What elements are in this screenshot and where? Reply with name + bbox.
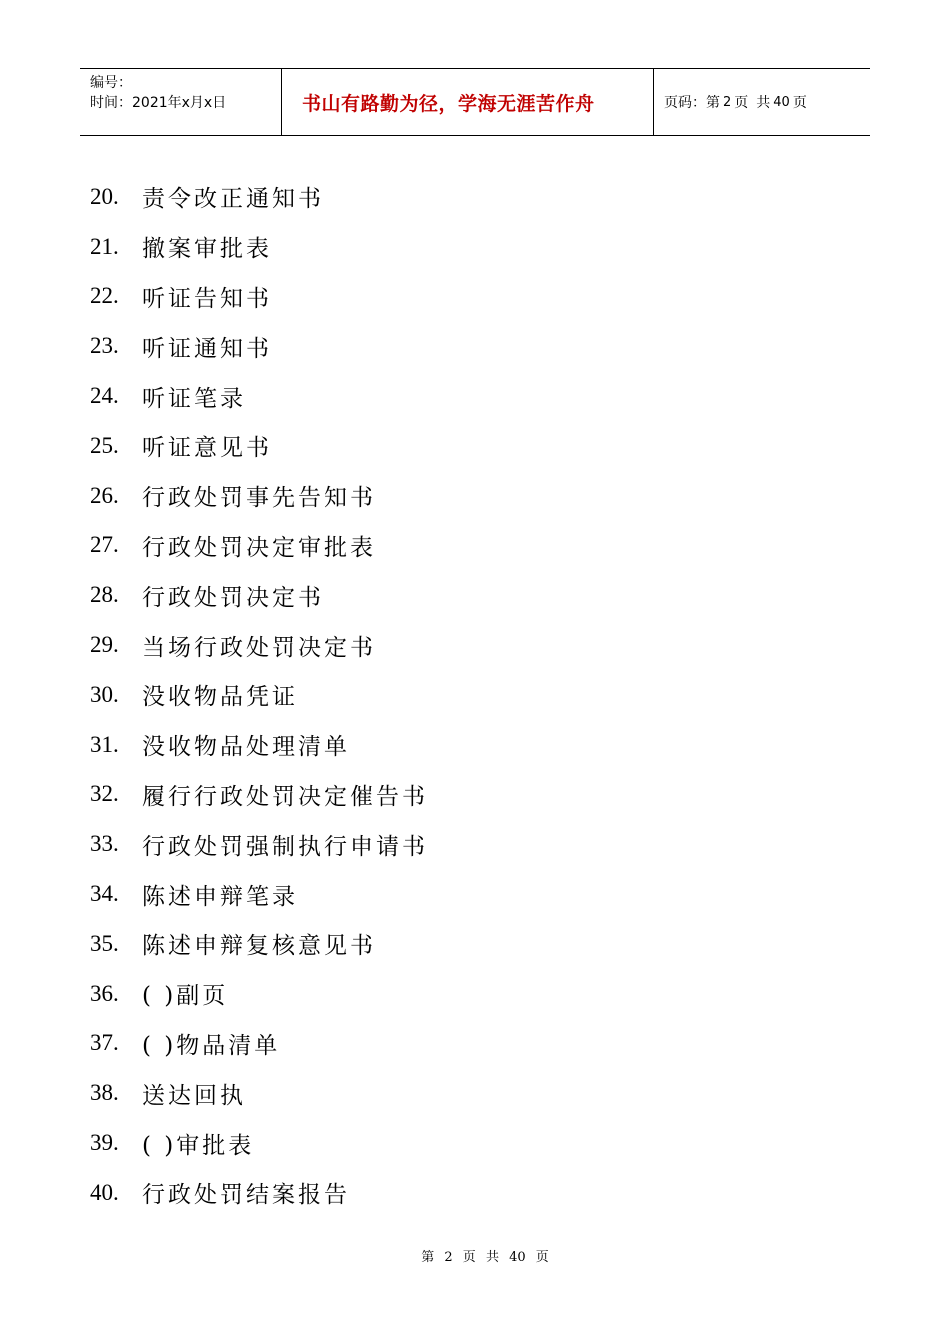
list-item bbox=[90, 819, 428, 869]
list-item-text: 听证告知书 bbox=[142, 285, 272, 312]
list-item-text: 撤案审批表 bbox=[142, 236, 272, 263]
list-item-number: 40. bbox=[90, 1179, 119, 1205]
list-item-text: 行政处罚决定书 bbox=[142, 584, 324, 611]
footer-total: 40 bbox=[509, 1250, 526, 1265]
list-item-number: 33. bbox=[90, 831, 119, 857]
list-item bbox=[90, 720, 428, 770]
list-item-number: 28. bbox=[90, 582, 119, 608]
list-item-number: 32. bbox=[90, 781, 119, 807]
list-item-number: 29. bbox=[90, 632, 119, 658]
list-item-number: 34. bbox=[90, 881, 119, 907]
list-item bbox=[90, 321, 428, 371]
total-suffix: 页 bbox=[792, 95, 807, 111]
list-item bbox=[90, 570, 428, 620]
footer-current: 2 bbox=[444, 1250, 453, 1265]
page-header bbox=[80, 68, 870, 136]
footer-mid: 页 bbox=[462, 1250, 476, 1265]
header-motto bbox=[282, 69, 654, 135]
list-item bbox=[90, 471, 428, 521]
list-item-text: 行政处罚结案报告 bbox=[142, 1182, 350, 1209]
list-item-text: 行政处罚事先告知书 bbox=[142, 485, 376, 512]
document-list bbox=[90, 172, 428, 1218]
list-item-text: 行政处罚强制执行申请书 bbox=[142, 833, 428, 860]
header-page-info bbox=[654, 69, 870, 135]
list-item-number: 35. bbox=[90, 930, 119, 956]
list-item-number: 25. bbox=[90, 432, 119, 458]
list-item bbox=[90, 1019, 428, 1069]
list-item-number: 39. bbox=[90, 1130, 119, 1156]
page-mid: 页 bbox=[734, 95, 749, 111]
list-item-text: 听证意见书 bbox=[142, 435, 272, 462]
code-label: 编号： bbox=[90, 75, 132, 91]
list-item bbox=[90, 869, 428, 919]
list-item bbox=[90, 919, 428, 969]
list-item-text: 听证通知书 bbox=[142, 335, 272, 362]
page-prefix: 页码：第 bbox=[664, 95, 720, 111]
list-item bbox=[90, 770, 428, 820]
footer-total-prefix: 共 bbox=[485, 1250, 499, 1265]
list-item-text: 听证笔录 bbox=[142, 385, 246, 412]
page-footer bbox=[0, 1246, 950, 1265]
list-item-text: 送达回执 bbox=[142, 1082, 246, 1109]
list-item-text: ( )物品清单 bbox=[142, 1032, 281, 1059]
footer-suffix: 页 bbox=[535, 1250, 549, 1265]
header-meta bbox=[80, 69, 282, 135]
list-item bbox=[90, 969, 428, 1019]
list-item-number: 21. bbox=[90, 233, 119, 259]
list-item-text: ( )副页 bbox=[142, 983, 229, 1010]
list-item-text: 当场行政处罚决定书 bbox=[142, 634, 376, 661]
list-item bbox=[90, 172, 428, 222]
list-item bbox=[90, 1168, 428, 1218]
footer-prefix: 第 bbox=[421, 1250, 435, 1265]
list-item-text: ( )审批表 bbox=[142, 1132, 255, 1159]
list-item bbox=[90, 521, 428, 571]
list-item-text: 没收物品处理清单 bbox=[142, 734, 350, 761]
list-item-text: 陈述申辩笔录 bbox=[142, 883, 298, 910]
list-item bbox=[90, 1068, 428, 1118]
list-item-number: 20. bbox=[90, 183, 119, 209]
list-item-text: 没收物品凭证 bbox=[142, 684, 298, 711]
time-label: 时间：2021年x月x日 bbox=[90, 95, 227, 111]
page-total: 40 bbox=[773, 94, 790, 110]
page-current: 2 bbox=[723, 94, 732, 110]
list-item-number: 26. bbox=[90, 482, 119, 508]
motto-text: 书山有路勤为径，学海无涯苦作舟 bbox=[302, 92, 595, 115]
list-item-number: 31. bbox=[90, 731, 119, 757]
list-item-text: 陈述申辩复核意见书 bbox=[142, 933, 376, 960]
list-item-number: 30. bbox=[90, 681, 119, 707]
list-item-number: 38. bbox=[90, 1080, 119, 1106]
list-item-number: 23. bbox=[90, 333, 119, 359]
list-item-text: 履行行政处罚决定催告书 bbox=[142, 783, 428, 810]
list-item bbox=[90, 371, 428, 421]
list-item-number: 22. bbox=[90, 283, 119, 309]
list-item-number: 24. bbox=[90, 383, 119, 409]
list-item bbox=[90, 272, 428, 322]
list-item-number: 27. bbox=[90, 532, 119, 558]
list-item bbox=[90, 421, 428, 471]
list-item bbox=[90, 222, 428, 272]
list-item-text: 责令改正通知书 bbox=[142, 186, 324, 213]
list-item bbox=[90, 620, 428, 670]
list-item-number: 36. bbox=[90, 980, 119, 1006]
list-item bbox=[90, 670, 428, 720]
total-prefix: 共 bbox=[756, 95, 771, 111]
list-item-text: 行政处罚决定审批表 bbox=[142, 534, 376, 561]
list-item bbox=[90, 1118, 428, 1168]
list-item-number: 37. bbox=[90, 1030, 119, 1056]
